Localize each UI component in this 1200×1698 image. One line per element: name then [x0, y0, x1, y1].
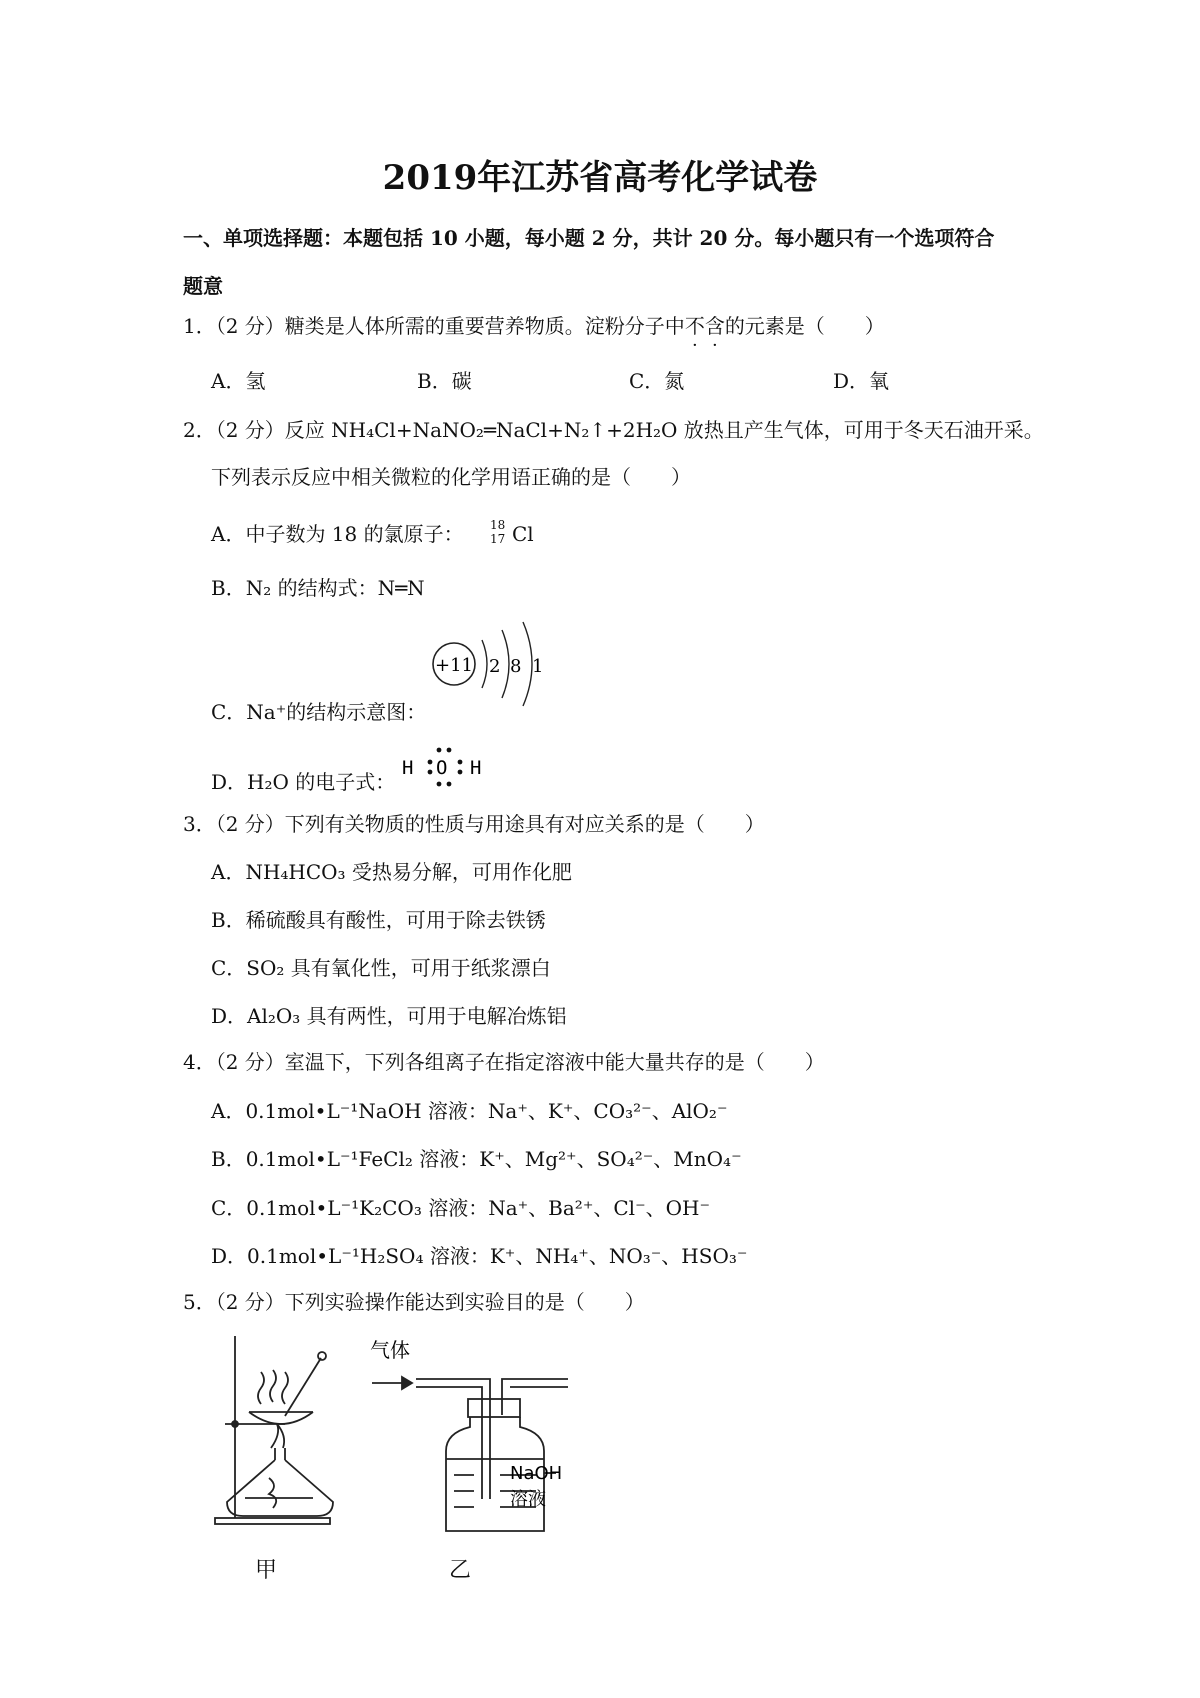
q2-option-a-text: A．中子数为 18 的氯原子： — [211, 522, 464, 546]
nucleus-charge: +11 — [435, 655, 473, 676]
question-2-stem-line2: 下列表示反应中相关微粒的化学用语正确的是（ ） — [211, 465, 691, 489]
electron-shell-2 — [502, 630, 509, 698]
atom-h-right: H — [470, 757, 482, 779]
q3-option-a: A．NH₄HCO₃ 受热易分解，可用作化肥 — [211, 860, 572, 884]
figure-jia-evaporation — [205, 1328, 345, 1543]
page-title: 2019年江苏省高考化学试卷 — [382, 158, 818, 198]
q2-option-a — [211, 518, 534, 548]
q1-stem-part1: 1．（2 分）糖类是人体所需的重要营养物质。淀粉分子中 — [183, 314, 685, 338]
q4-option-d: D．0.1mol•L⁻¹H₂SO₄ 溶液：K⁺、NH₄⁺、NO₃⁻、HSO₃⁻ — [211, 1244, 748, 1268]
solution-label: 溶液 — [510, 1489, 546, 1510]
section-heading-line1: 一、单项选择题：本题包括 10 小题，每小题 2 分，共计 20 分。每小题只有一个选项符合 — [183, 226, 995, 250]
figure-jia-label: 甲 — [255, 1558, 278, 1583]
question-2-stem-line1: 2．（2 分）反应 NH₄Cl+NaNO₂═NaCl+N₂↑+2H₂O 放热且产生气体，可用于冬天石油开采。 — [183, 418, 1044, 442]
question-4-stem: 4．（2 分）室温下，下列各组离子在指定溶液中能大量共存的是（ ） — [183, 1050, 825, 1074]
q1-emphasis-2: 含 — [704, 314, 725, 338]
nuclide-notation — [489, 517, 512, 548]
q1-option-b: B．碳 — [417, 369, 472, 393]
q1-option-d: D．氧 — [833, 369, 890, 393]
mass-number: 18 — [489, 517, 506, 532]
q4-option-a: A．0.1mol•L⁻¹NaOH 溶液：Na⁺、K⁺、CO₃²⁻、AlO₂⁻ — [211, 1099, 728, 1123]
q2-option-c: C．Na⁺的结构示意图： — [211, 700, 427, 724]
shell-count-1: 2 — [489, 656, 501, 677]
atom-o: O — [436, 757, 448, 779]
q2-option-d: D．H₂O 的电子式： — [211, 770, 396, 794]
shell-count-2: 8 — [510, 656, 522, 677]
q1-emphasis-1: 不 — [684, 314, 705, 338]
figure-yi-gas-washing — [350, 1335, 580, 1540]
section-heading-line2: 题意 — [183, 274, 223, 298]
q1-stem-part2: 的元素是（ ） — [724, 314, 885, 338]
q1-option-a: A．氢 — [211, 369, 266, 393]
gas-label: 气体 — [370, 1338, 410, 1362]
q1-option-c: C．氮 — [629, 369, 685, 393]
q3-option-b: B．稀硫酸具有酸性，可用于除去铁锈 — [211, 908, 546, 932]
q2-option-b: B．N₂ 的结构式：N═N — [211, 576, 425, 600]
figure-yi-label: 乙 — [449, 1558, 472, 1583]
question-5-stem: 5．（2 分）下列实验操作能达到实验目的是（ ） — [183, 1290, 645, 1314]
question-3-stem: 3．（2 分）下列有关物质的性质与用途具有对应关系的是（ ） — [183, 812, 765, 836]
q4-option-c: C．0.1mol•L⁻¹K₂CO₃ 溶液：Na⁺、Ba²⁺、Cl⁻、OH⁻ — [211, 1196, 711, 1220]
q4-option-b: B．0.1mol•L⁻¹FeCl₂ 溶液：K⁺、Mg²⁺、SO₄²⁻、MnO₄⁻ — [211, 1147, 742, 1171]
atomic-number: 17 — [489, 531, 506, 546]
atom-h-left: H — [402, 757, 414, 779]
naoh-label: NaOH — [510, 1463, 563, 1484]
shell-count-3: 1 — [532, 656, 544, 677]
q3-option-c: C．SO₂ 具有氧化性，可用于纸浆漂白 — [211, 956, 551, 980]
water-electron-formula — [398, 742, 493, 790]
q3-option-d: D．Al₂O₃ 具有两性，可用于电解冶炼铝 — [211, 1004, 567, 1028]
electron-shell-3 — [523, 622, 532, 706]
sodium-structure-diagram — [430, 620, 555, 710]
question-1-stem — [183, 310, 885, 339]
element-symbol: Cl — [511, 522, 534, 546]
electron-shell-1 — [482, 640, 487, 688]
